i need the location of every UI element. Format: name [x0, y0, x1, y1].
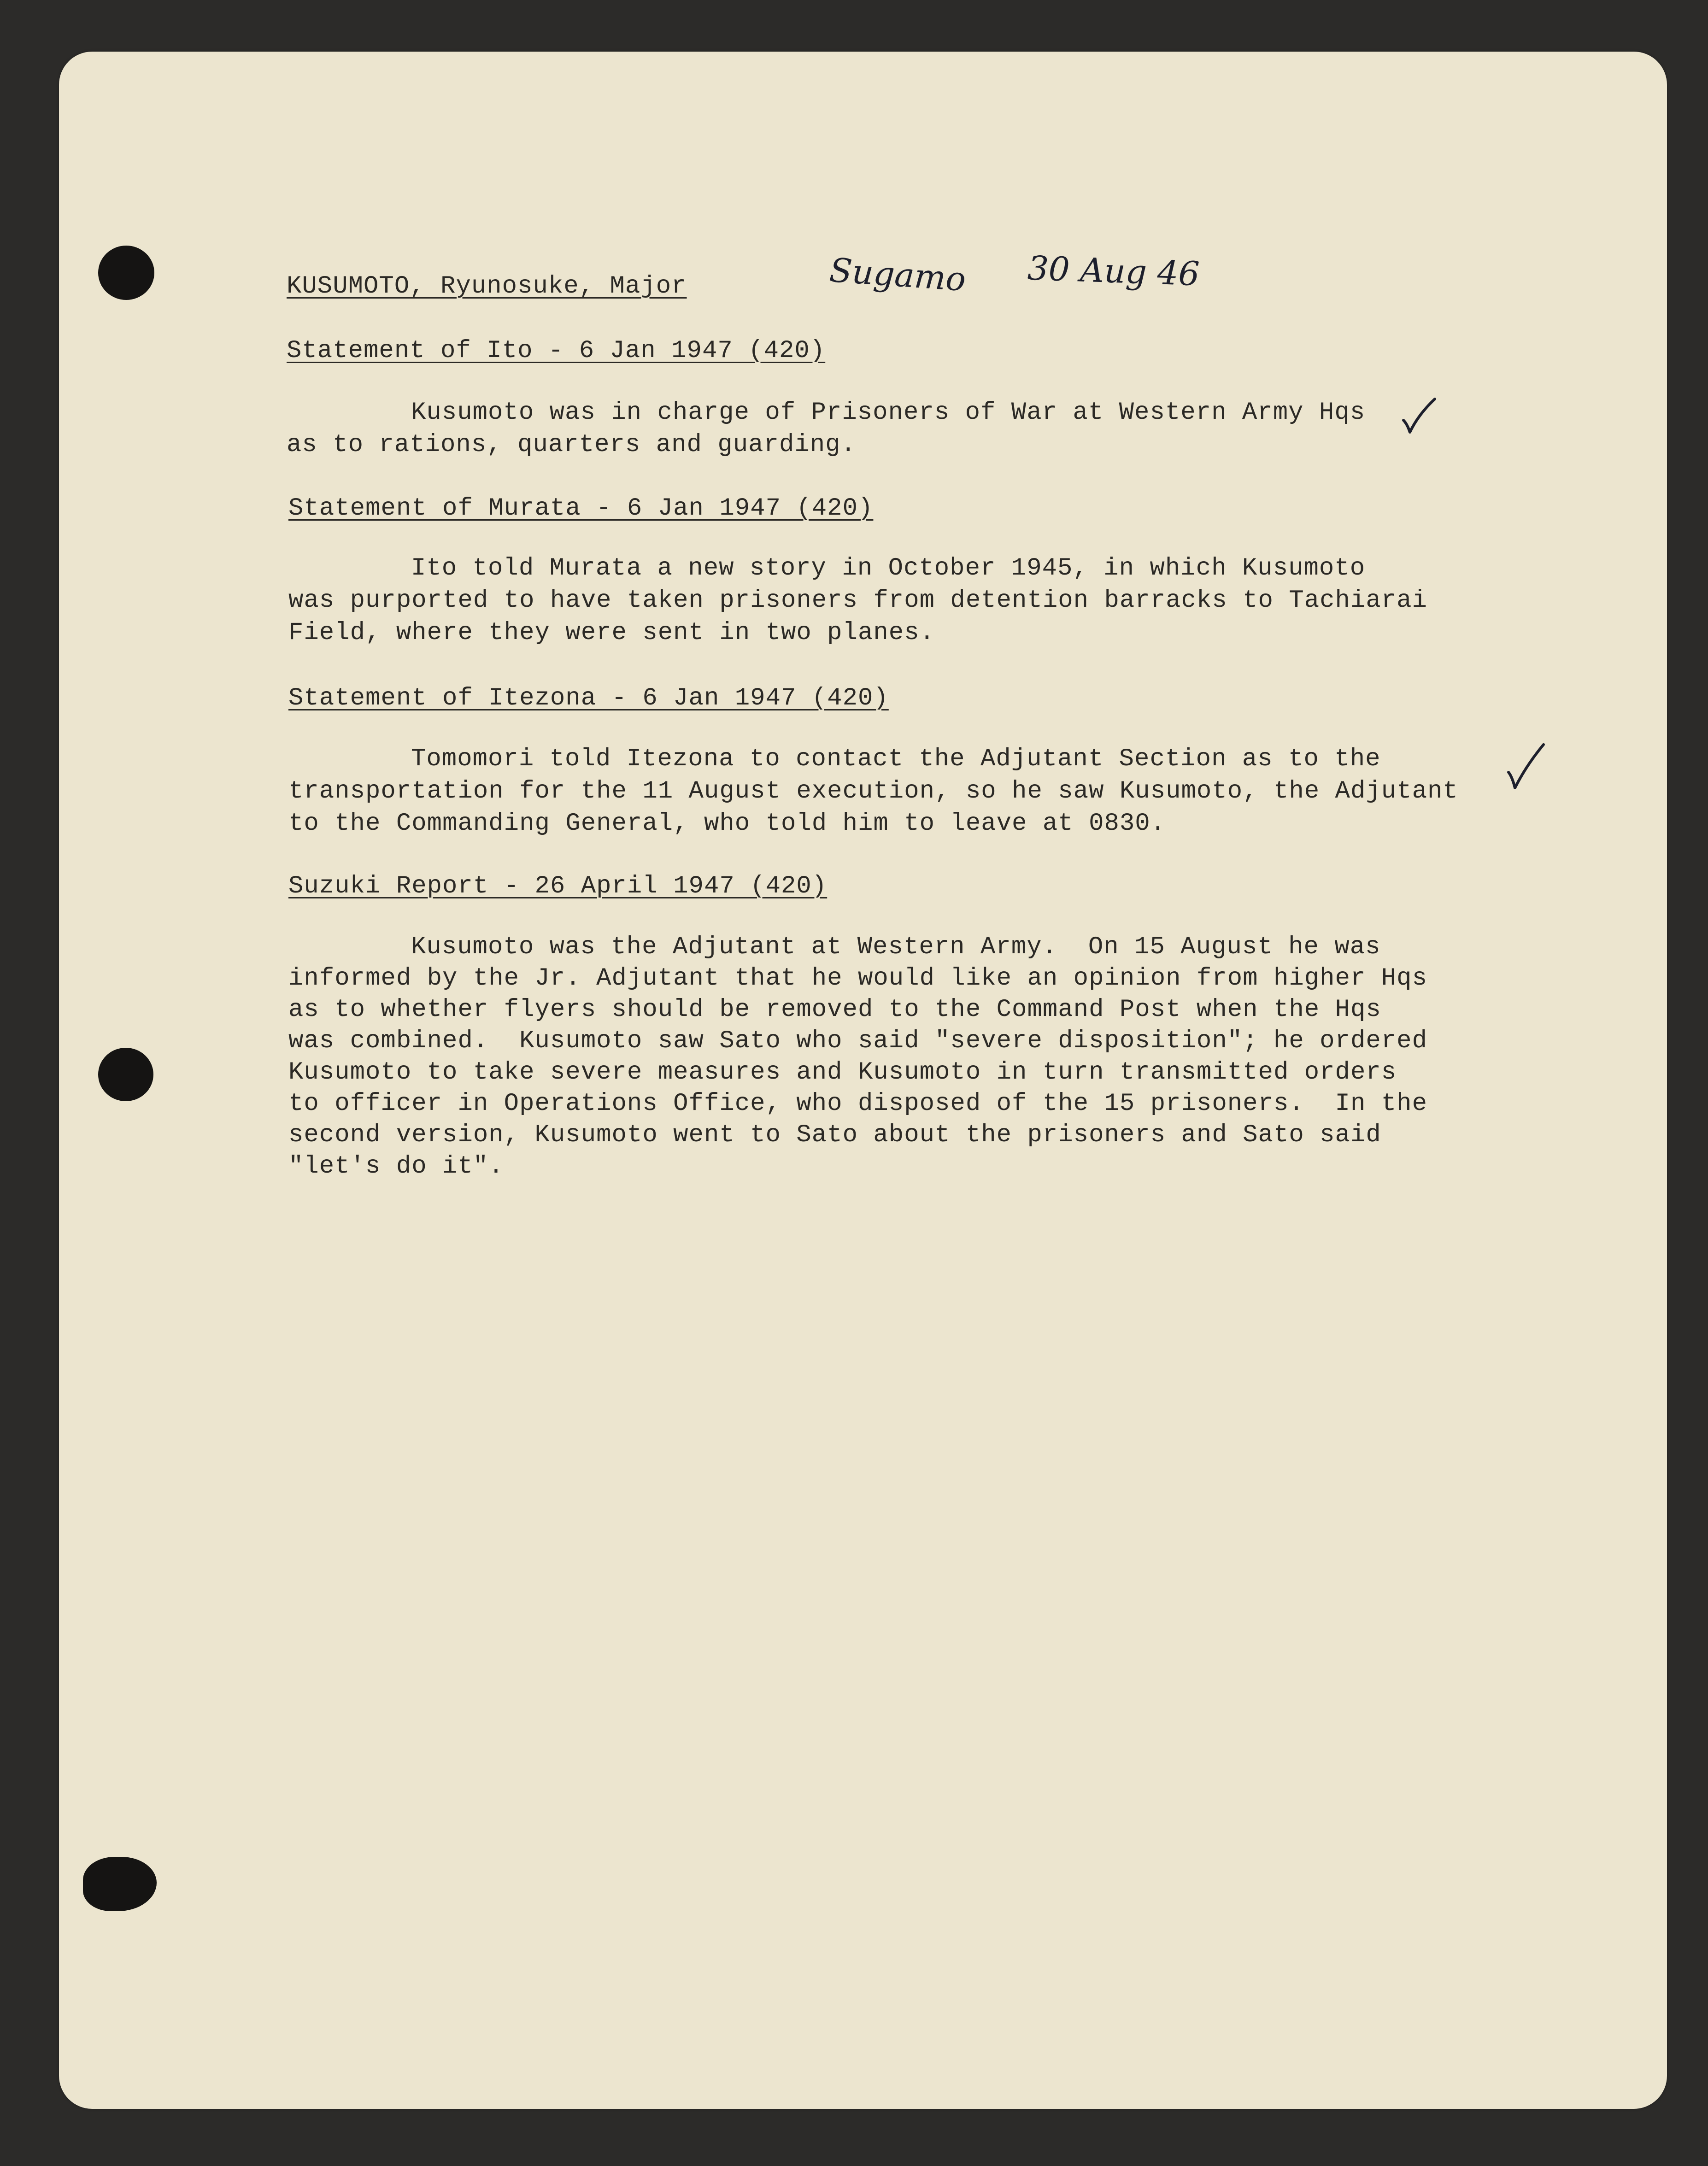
paragraph-line: Kusumoto to take severe measures and Kusumoto in turn transmitted orders: [288, 1058, 1397, 1086]
checkmark-icon: [1505, 742, 1546, 792]
section-heading: Suzuki Report - 26 April 1947 (420): [288, 872, 828, 900]
punch-hole-middle: [98, 1048, 153, 1101]
section-heading: Statement of Ito - 6 Jan 1947 (420): [287, 337, 826, 365]
section-heading: Statement of Murata - 6 Jan 1947 (420): [288, 494, 874, 522]
paragraph-line: was purported to have taken prisoners from detention barracks to Tachiarai: [288, 587, 1427, 615]
paragraph-line: "let's do it".: [288, 1152, 504, 1180]
paragraph-line: was combined. Kusumoto saw Sato who said "severe disposition"; he ordered: [288, 1027, 1427, 1055]
paragraph-line: Ito told Murata a new story in October 1945, in which Kusumoto: [411, 554, 1366, 582]
paragraph-line: Kusumoto was in charge of Prisoners of War at Western Army Hqs: [411, 399, 1366, 427]
paragraph-line: to officer in Operations Office, who disposed of the 15 prisoners. In the: [288, 1090, 1427, 1118]
paragraph-line: Kusumoto was the Adjutant at Western Army. On 15 August he was: [411, 933, 1381, 961]
handwritten-date: 30 Aug 46: [1027, 248, 1200, 293]
paragraph-line: second version, Kusumoto went to Sato about the prisoners and Sato said: [288, 1121, 1381, 1149]
paragraph-line: informed by the Jr. Adjutant that he would like an opinion from higher Hqs: [288, 964, 1427, 992]
punch-hole-top: [98, 246, 154, 300]
paragraph-line: as to whether flyers should be removed to the Command Post when the Hqs: [288, 996, 1381, 1024]
paragraph-line: to the Commanding General, who told him to leave at 0830.: [288, 810, 1166, 838]
paragraph-line: Tomomori told Itezona to contact the Adjutant Section as to the: [411, 745, 1381, 773]
handwritten-place: Sugamo: [828, 250, 967, 299]
paragraph-line: transportation for the 11 August execution, so he saw Kusumoto, the Adjutant: [288, 777, 1458, 805]
section-heading: Statement of Itezona - 6 Jan 1947 (420): [288, 684, 889, 712]
document-title: KUSUMOTO, Ryunosuke, Major: [287, 272, 687, 300]
paragraph-line: as to rations, quarters and guarding.: [287, 431, 856, 459]
paragraph-line: Field, where they were sent in two planes.: [288, 619, 935, 647]
checkmark-icon: [1401, 396, 1438, 438]
